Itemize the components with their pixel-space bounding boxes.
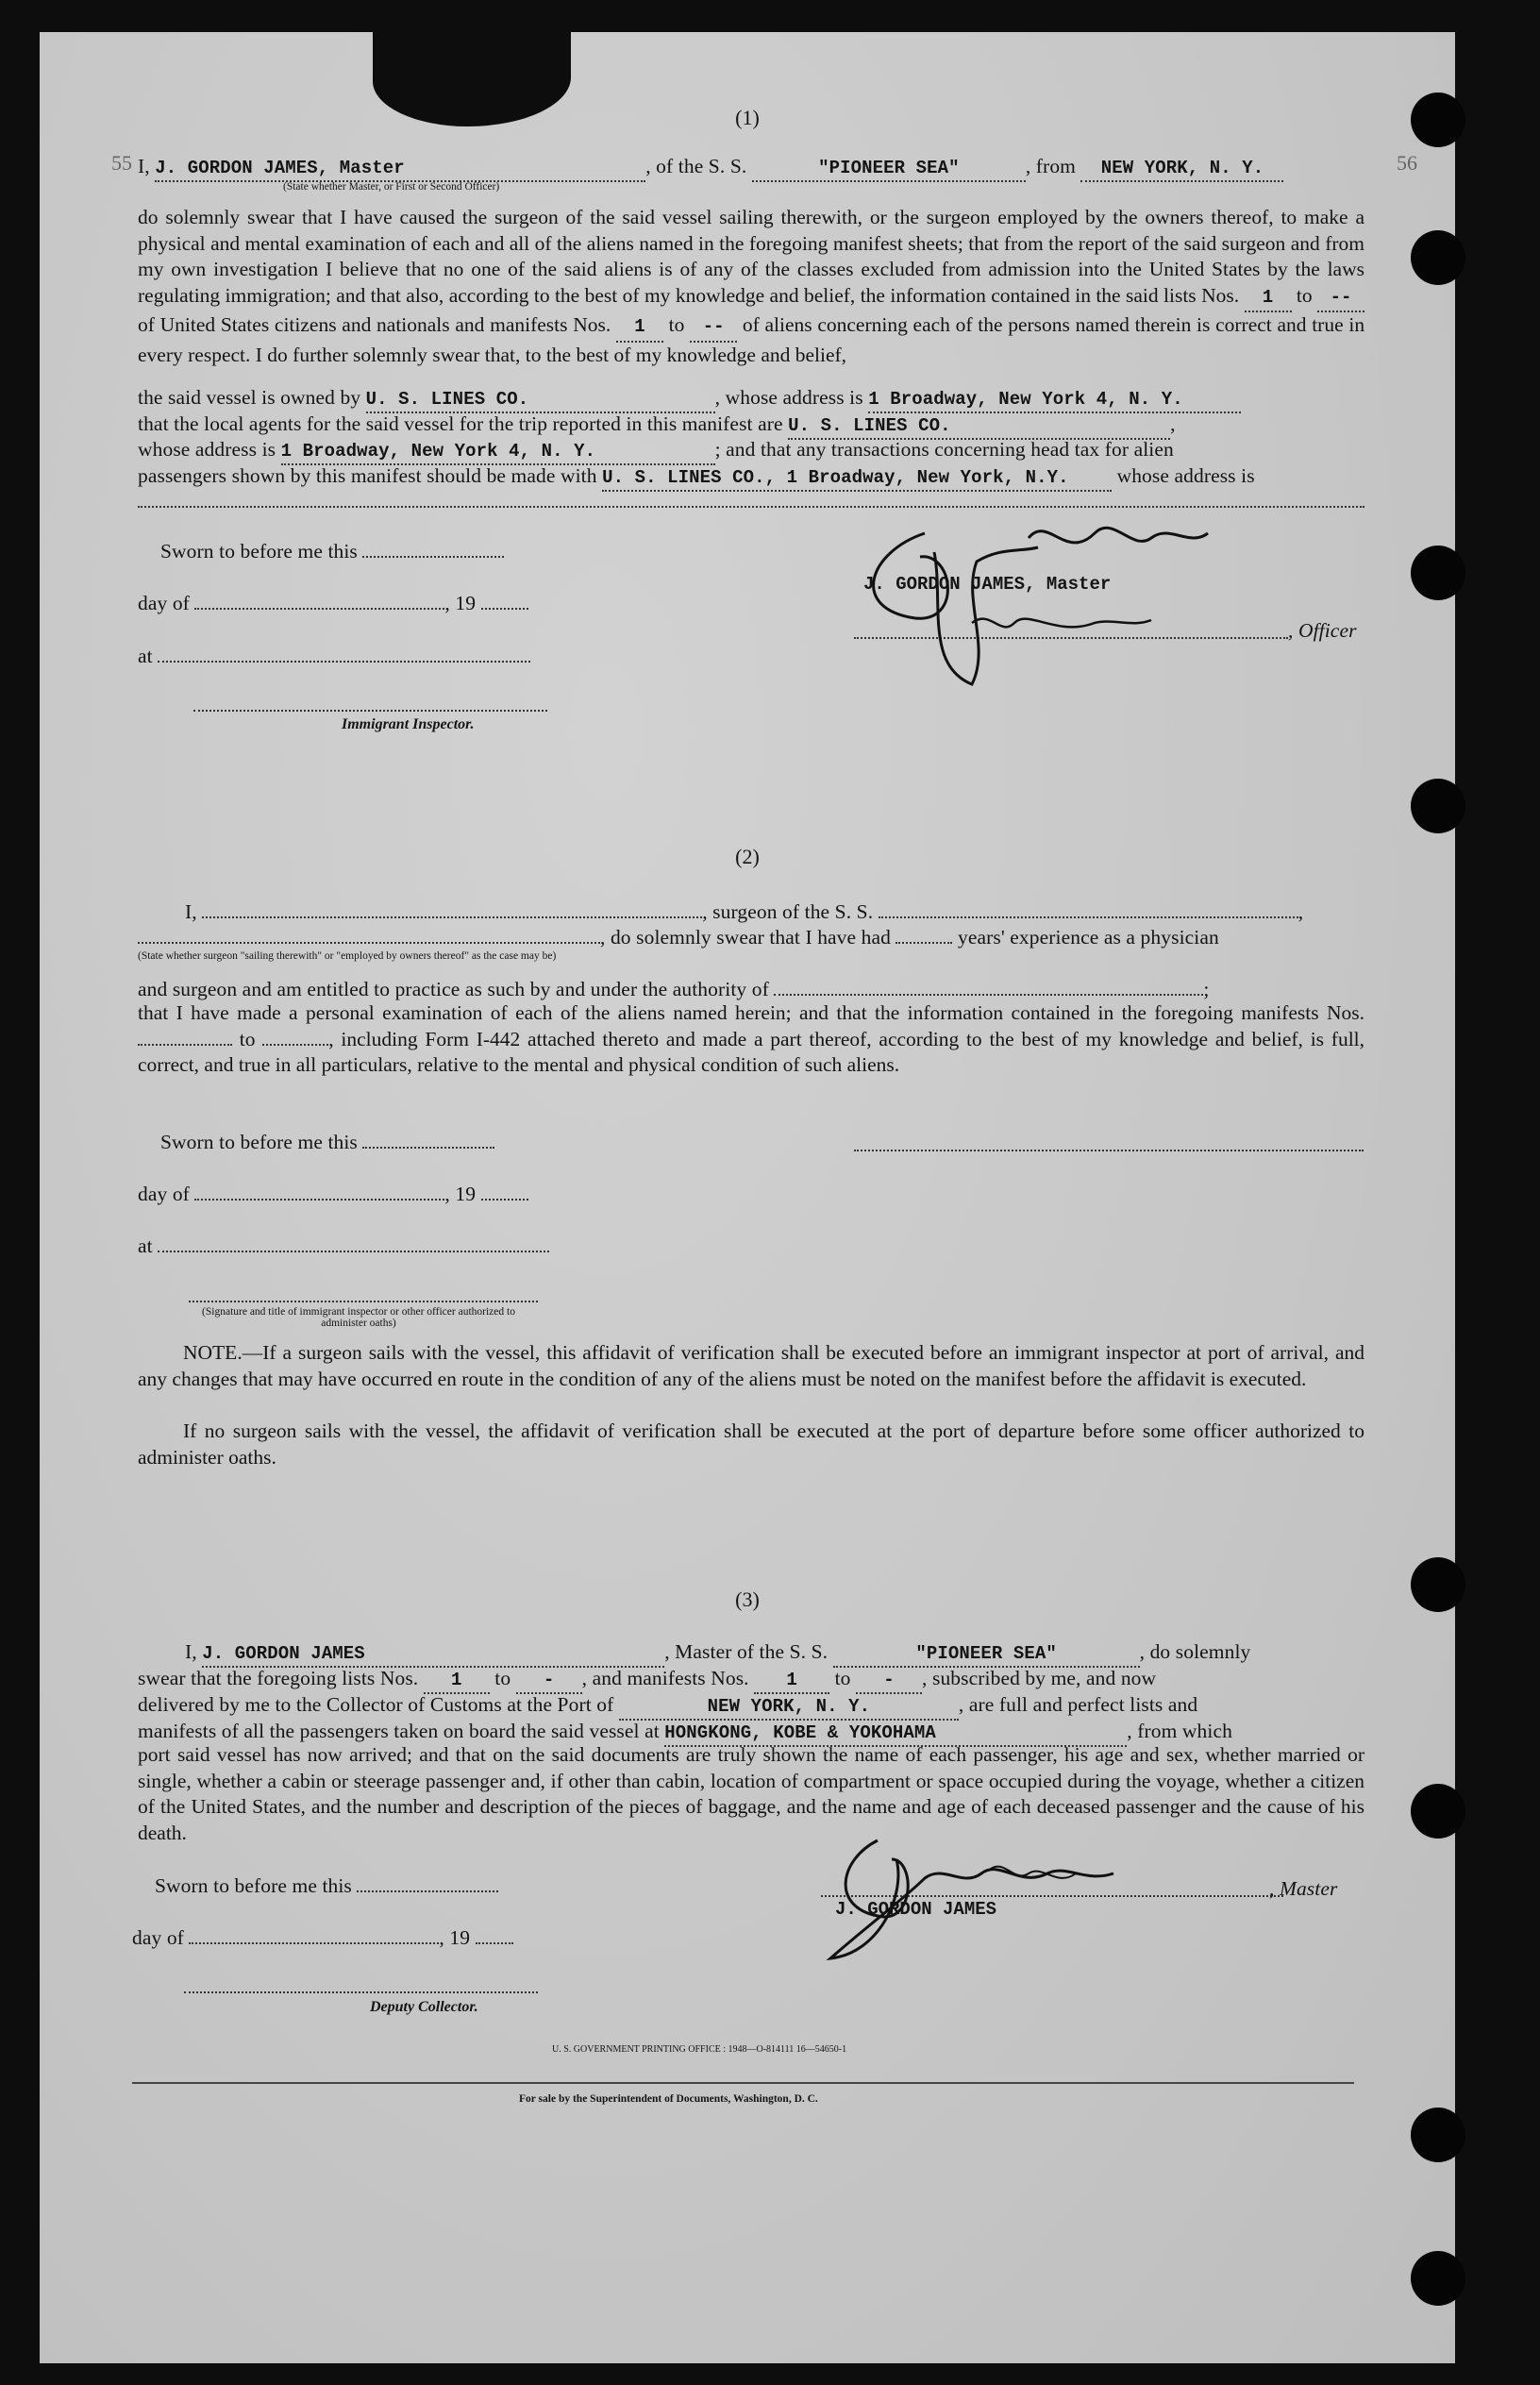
text: ; and that any transactions concerning head tax for alien — [714, 438, 1174, 461]
blank — [476, 1942, 513, 1944]
punch-hole — [1411, 779, 1465, 833]
head-tax-line — [138, 463, 1255, 492]
text: years' experience as a physician — [957, 926, 1219, 949]
footer-rule — [132, 2082, 1354, 2084]
blank — [357, 1890, 498, 1892]
blank — [262, 1044, 328, 1046]
text: swear that the foregoing lists Nos. — [138, 1667, 419, 1689]
text: Sworn to before me this — [155, 1874, 352, 1897]
blank — [194, 608, 444, 610]
blank — [362, 1147, 494, 1149]
text: Sworn to before me this — [160, 540, 358, 563]
text: , whose address is — [714, 386, 863, 409]
text: , 19 — [444, 1183, 477, 1205]
text: the best of my knowledge and belief, is full, correct, and true in all particulars, relative to the mental and physical condition of such aliens. — [138, 1027, 1365, 1076]
note-paragraph-2: If no surgeon sails with the vessel, the affidavit of verification shall be executed at the port of departure before some officer authorized to administer oaths. — [138, 1419, 1364, 1469]
blank — [879, 916, 1298, 918]
text: , do solemnly — [1139, 1640, 1251, 1663]
master-oath-line — [138, 154, 1283, 182]
text: , subscribed by me, and now — [922, 1667, 1157, 1689]
state-note: (State whether surgeon "sailing therewith" or "employed by owners thereof" as the case may be) — [138, 950, 557, 962]
surgeon-signature-rule — [854, 1150, 1364, 1151]
punch-hole — [1411, 546, 1465, 600]
ports-taken-field: HONGKONG, KOBE & YOKOHAMA — [664, 1721, 1127, 1747]
text: therein is correct and true in every respect. I do further solemnly swear that, to the best of my knowledge and belief, — [138, 313, 1365, 366]
officer-label: , Officer — [1288, 619, 1357, 642]
text: I, — [185, 900, 197, 923]
text: , are full and perfect lists and — [958, 1693, 1198, 1716]
agents-line — [138, 411, 1176, 440]
text: that the local agents for the said vessel for the trip reported in this manifest are — [138, 412, 783, 435]
collector-rule — [184, 1991, 538, 1993]
blank — [774, 994, 1203, 996]
master-signature — [812, 495, 1302, 703]
agents-field: U. S. LINES CO. — [788, 413, 1170, 440]
text: at — [138, 645, 153, 667]
port-field: NEW YORK, N. Y. — [619, 1694, 959, 1721]
collector-caption: Deputy Collector. — [370, 1999, 478, 2015]
master-label: , Master — [1269, 1877, 1338, 1900]
signature-note: (Signature and title of immigrant inspector or other officer authorized to administer oaths) — [202, 1306, 515, 1329]
text: to — [1296, 283, 1313, 307]
text: whose address is — [138, 438, 276, 461]
day-line — [132, 1925, 513, 1950]
from-port-field: NEW YORK, N. Y. — [1080, 156, 1283, 182]
surgeon-line — [185, 899, 1303, 924]
lists-from-field: 1 — [424, 1668, 490, 1694]
officer-signature-rule — [189, 1301, 538, 1302]
note-paragraph: NOTE.—If a surgeon sails with the vessel, this affidavit of verification shall be executed before an immigrant inspector at port of arrival, and any changes that may have occurred en route in the condition of any of the aliens must be noted on the manifest before the affidavit is executed. — [138, 1341, 1364, 1390]
text: , 19 — [439, 1926, 471, 1949]
agents-address-line — [138, 437, 1174, 465]
master-typed-name: J. GORDON JAMES, Master — [863, 574, 1112, 595]
master-signature-3 — [802, 1822, 1217, 1963]
blank — [481, 1199, 528, 1201]
sworn-line — [160, 1130, 494, 1154]
text: manifests of all the passengers taken on board the said vessel at — [138, 1720, 660, 1742]
text: , surgeon of the S. S. — [702, 900, 874, 923]
head-tax-party-field: U. S. LINES CO., 1 Broadway, New York, N.Y. — [602, 465, 1112, 492]
blank — [896, 942, 952, 944]
surgeon-paragraph — [138, 1000, 1364, 1079]
text: to — [239, 1027, 256, 1050]
lists-line — [138, 1666, 1156, 1694]
text: , — [1170, 412, 1176, 435]
text: , 19 — [444, 592, 477, 614]
punch-hole — [1411, 2251, 1465, 2306]
inspector-caption: Immigrant Inspector. — [342, 716, 475, 732]
text: that I have made a personal examination of each of the aliens named herein; and that the information contained in the — [138, 1001, 1147, 1024]
punch-hole — [1411, 1557, 1465, 1612]
lists-to-field: -- — [1317, 285, 1364, 313]
at-line — [138, 1234, 549, 1258]
punch-hole — [1411, 2108, 1465, 2162]
text: ; — [1203, 978, 1210, 1000]
blank — [138, 942, 600, 944]
agents-address-field: 1 Broadway, New York 4, N. Y. — [281, 439, 715, 465]
master-name-field: J. GORDON JAMES, Master — [155, 156, 645, 182]
text: of aliens concerning each of the persons named — [742, 313, 1130, 336]
state-note: (State whether Master, or First or Second Officer) — [283, 181, 500, 193]
text: , including Form I-442 attached thereto and made a part thereof, according to — [328, 1027, 982, 1050]
blank — [202, 916, 702, 918]
blank — [138, 1044, 232, 1046]
owner-line — [138, 385, 1241, 413]
manifests-from-field: 1 — [754, 1668, 829, 1694]
text: the said vessel is owned by — [138, 386, 361, 409]
text: I, — [185, 1640, 197, 1663]
experience-line — [138, 925, 1219, 949]
text: day of — [132, 1926, 184, 1949]
text: whose address is — [1116, 464, 1255, 487]
vessel-field: "PIONEER SEA" — [833, 1641, 1140, 1668]
text: , and manifests Nos. — [581, 1667, 749, 1689]
margin-note: 55 — [111, 151, 132, 175]
lists-to-field: - — [516, 1668, 582, 1694]
text: , do solemnly swear that I have had — [600, 926, 891, 949]
inspector-rule — [193, 710, 547, 712]
text: at — [138, 1234, 153, 1257]
text: I, — [138, 155, 150, 177]
blank — [158, 1251, 549, 1252]
master-typed-name: J. GORDON JAMES — [835, 1899, 997, 1920]
master-paragraph: port said vessel has now arrived; and that on the said documents are truly shown the name of each passenger, his age and sex, whether married or single, whether a cabin or steerage passenger and, if other than cabin, location of compartment or space occupied during the voyage, whether a citizen of the United States, and the number and description of the pieces of baggage, and the name and age of each deceased passenger and the cause of his death. — [138, 1743, 1364, 1844]
vessel-field: "PIONEER SEA" — [752, 156, 1026, 182]
text: foregoing manifests Nos. — [1154, 1001, 1364, 1024]
text: , from — [1025, 155, 1076, 177]
manifests-to-field: -- — [690, 314, 737, 343]
blank — [481, 608, 528, 610]
text: to — [834, 1667, 851, 1689]
punch-hole — [1411, 230, 1465, 285]
text: and surgeon and am entitled to practice as such by and under the authority of — [138, 978, 769, 1000]
oath-paragraph — [138, 205, 1364, 368]
lists-from-field: 1 — [1245, 285, 1292, 313]
text: , of the S. S. — [645, 155, 747, 177]
margin-note: 56 — [1397, 151, 1417, 175]
blank — [189, 1942, 439, 1944]
authority-line — [138, 977, 1209, 1001]
blank — [158, 661, 530, 663]
section-number: (3) — [735, 1587, 760, 1611]
text: of United States citizens and nationals and manifests Nos. — [138, 313, 611, 336]
text: , — [1297, 900, 1304, 923]
text: passengers shown by this manifest should be made with — [138, 464, 597, 487]
section-number: (2) — [735, 845, 760, 868]
port-line — [138, 1692, 1197, 1721]
sworn-line — [160, 539, 504, 563]
blank — [362, 556, 504, 558]
printing-office-line: U. S. GOVERNMENT PRINTING OFFICE : 1948—O-814111 16—54650-1 — [552, 2044, 847, 2055]
day-line — [138, 1182, 528, 1206]
owner-field: U. S. LINES CO. — [366, 387, 715, 413]
text: , from which — [1127, 1720, 1232, 1742]
at-line — [138, 644, 530, 668]
text: Sworn to before me this — [160, 1131, 358, 1153]
punch-hole — [1411, 92, 1465, 147]
manifests-to-field: - — [856, 1668, 922, 1694]
text: do solemnly swear that I have caused the surgeon of the said vessel sailing therewith, or the surgeon employed by the owners thereof, to make a physical and mental examination of each and all of the aliens named in the foregoing manifest sheets; that from the report of the said surgeon and from my own investigation I believe that no one of the said aliens is of any of the classes excluded from admission into the United States by the laws regulating immigration; and that also, according to the best of my knowledge and belief, the information contained in the said lists Nos. — [138, 206, 1364, 307]
sale-line: For sale by the Superintendent of Documents, Washington, D. C. — [519, 2093, 818, 2105]
text: to — [668, 313, 685, 336]
day-line — [138, 591, 528, 615]
punch-hole — [1411, 1784, 1465, 1839]
section-number: (1) — [735, 106, 760, 129]
master-oath-line-3 — [185, 1639, 1250, 1668]
text: day of — [138, 1183, 190, 1205]
text: day of — [138, 592, 190, 614]
text: to — [494, 1667, 511, 1689]
text: delivered by me to the Collector of Customs at the Port of — [138, 1693, 614, 1716]
owner-address-field: 1 Broadway, New York 4, N. Y. — [868, 387, 1241, 413]
manifests-from-field: 1 — [616, 314, 663, 343]
text: , Master of the S. S. — [664, 1640, 829, 1663]
master-name-field: J. GORDON JAMES — [202, 1641, 664, 1668]
blank — [194, 1199, 444, 1201]
sworn-line — [155, 1873, 498, 1898]
